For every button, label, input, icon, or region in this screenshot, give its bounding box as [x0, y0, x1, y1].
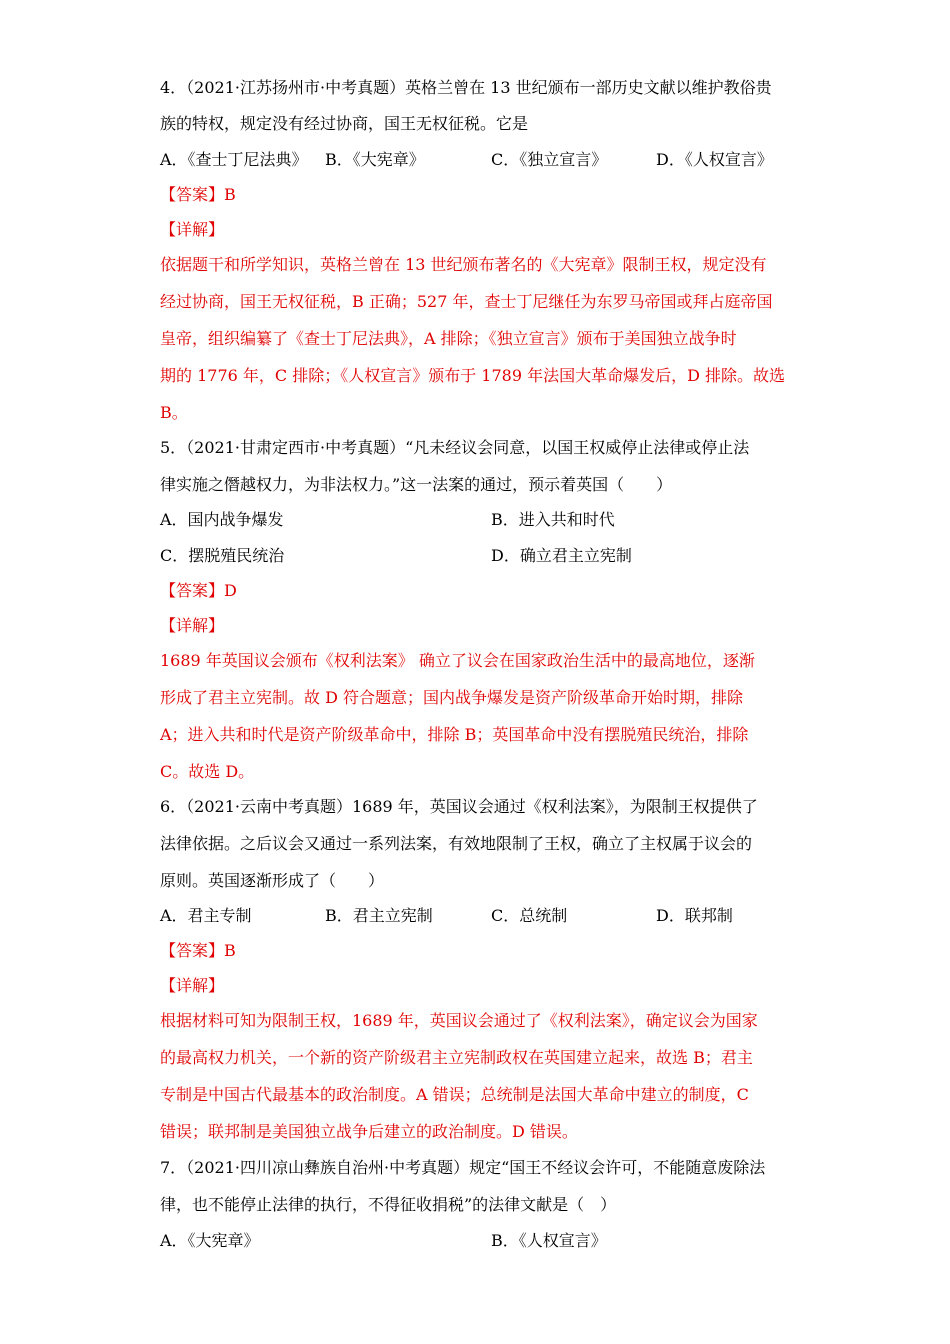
q6-option-c: C．总统制 — [491, 906, 568, 925]
q4-answer: 【答案】B — [160, 185, 236, 204]
q6-detail-line-3: 专制是中国古代最基本的政治制度。A 错误；总统制是法国大革命中建立的制度，C — [160, 1085, 749, 1104]
q4-option-c: C．《独立宣言》 — [491, 150, 608, 169]
q7-option-b: B．《人权宣言》 — [491, 1231, 607, 1250]
q4-option-a: A．《查士丁尼法典》 — [160, 150, 308, 169]
q6-option-b: B．君主立宪制 — [325, 906, 433, 925]
q6-option-a: A．君主专制 — [160, 906, 252, 925]
q4-stem-line-1: 4．（2021·江苏扬州市·中考真题）英格兰曾在 13 世纪颁布一部历史文献以维护教俗贵 — [160, 78, 772, 97]
q6-answer: 【答案】B — [160, 941, 236, 960]
q5-option-a: A．国内战争爆发 — [160, 510, 284, 529]
q5-detail-line-3: A；进入共和时代是资产阶级革命中，排除 B；英国革命中没有摆脱殖民统治，排除 — [160, 725, 749, 744]
q4-detail-line-1: 依据题干和所学知识，英格兰曾在 13 世纪颁布著名的《大宪章》限制王权，规定没有 — [160, 255, 767, 274]
q6-detail-line-1: 根据材料可知为限制王权，1689 年，英国议会通过了《权利法案》，确定议会为国家 — [160, 1011, 758, 1030]
q5-answer: 【答案】D — [160, 581, 237, 600]
q6-stem-line-1: 6．（2021·云南中考真题）1689 年，英国议会通过《权利法案》，为限制王权提供了 — [160, 797, 758, 816]
q5-detail-label: 【详解】 — [160, 616, 225, 635]
q4-detail-line-3: 皇帝，组织编纂了《查士丁尼法典》，A 排除；《独立宣言》颁布于美国独立战争时 — [160, 329, 737, 348]
q7-stem-line-2: 律，也不能停止法律的执行，不得征收捐税”的法律文献是（ ） — [160, 1195, 617, 1214]
q5-detail-line-1: 1689 年英国议会颁布《权利法案》 确立了议会在国家政治生活中的最高地位，逐渐 — [160, 651, 755, 670]
q4-detail-line-5: B。 — [160, 403, 188, 422]
q5-option-b: B．进入共和时代 — [491, 510, 615, 529]
q4-option-d: D．《人权宣言》 — [656, 150, 773, 169]
q6-option-d: D．联邦制 — [656, 906, 733, 925]
q4-detail-line-4: 期的 1776 年，C 排除；《人权宣言》颁布于 1789 年法国大革命爆发后，D 排除。故选 — [160, 366, 786, 385]
q4-detail-label: 【详解】 — [160, 220, 225, 239]
q7-stem-line-1: 7．（2021·四川凉山彝族自治州·中考真题）规定“国王不经议会许可，不能随意废除法 — [160, 1158, 766, 1177]
q4-detail-line-2: 经过协商，国王无权征税，B 正确；527 年，查士丁尼继任为东罗马帝国或拜占庭帝国 — [160, 292, 773, 311]
q6-detail-line-2: 的最高权力机关，一个新的资产阶级君主立宪制政权在英国建立起来，故选 B；君主 — [160, 1048, 753, 1067]
q6-detail-label: 【详解】 — [160, 976, 225, 995]
q4-option-b: B．《大宪章》 — [325, 150, 425, 169]
q5-option-d: D．确立君主立宪制 — [491, 546, 632, 565]
q7-option-a: A．《大宪章》 — [160, 1231, 260, 1250]
q4-stem-line-2: 族的特权，规定没有经过协商，国王无权征税。它是 — [160, 114, 529, 133]
q5-option-c: C．摆脱殖民统治 — [160, 546, 285, 565]
q6-stem-line-2: 法律依据。之后议会又通过一系列法案，有效地限制了王权，确立了主权属于议会的 — [160, 834, 753, 853]
q5-detail-line-4: C。故选 D。 — [160, 762, 255, 781]
q5-detail-line-2: 形成了君主立宪制。故 D 符合题意；国内战争爆发是资产阶级革命开始时期，排除 — [160, 688, 744, 707]
q5-stem-line-2: 律实施之僭越权力，为非法权力。”这一法案的通过，预示着英国（ ） — [160, 475, 673, 494]
q6-stem-line-3: 原则。英国逐渐形成了（ ） — [160, 871, 385, 890]
q5-stem-line-1: 5．（2021·甘肃定西市·中考真题）“凡未经议会同意，以国王权威停止法律或停止法 — [160, 438, 750, 457]
q6-detail-line-4: 错误；联邦制是美国独立战争后建立的政治制度。D 错误。 — [160, 1122, 578, 1141]
